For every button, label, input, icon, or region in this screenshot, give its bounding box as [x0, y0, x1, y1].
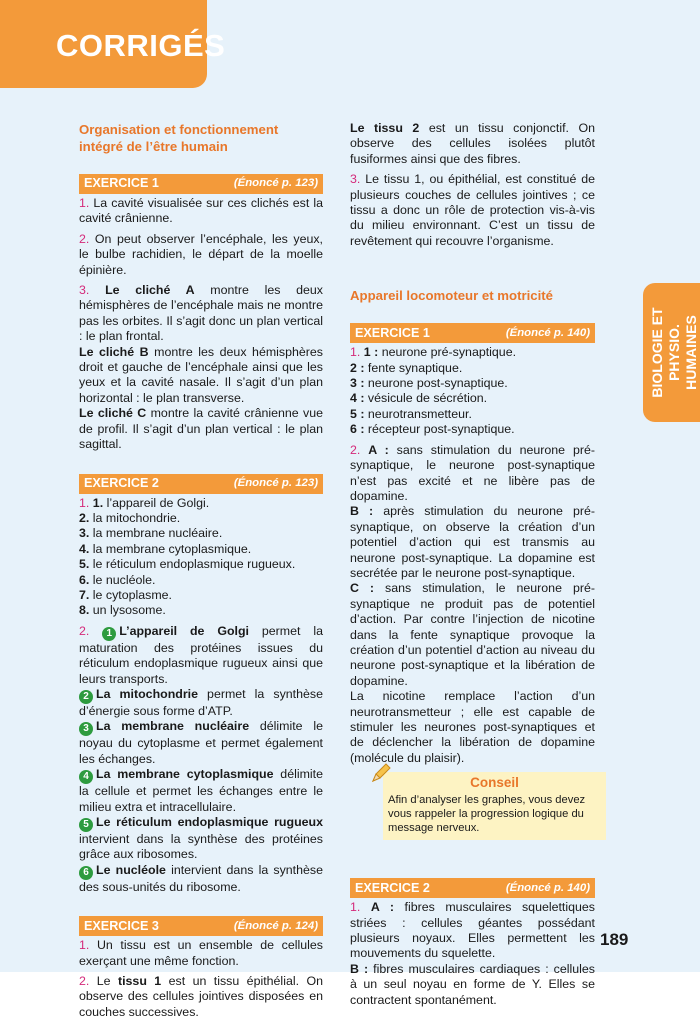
list-item: 6 : récepteur post-synaptique.: [350, 422, 515, 437]
exercise-ref: (Énoncé p. 140): [505, 881, 590, 894]
pencil-icon: [370, 762, 392, 784]
exercise-ref: (Énoncé p. 140): [505, 326, 590, 339]
list-item: 5. le réticulum endoplasmique rugueux.: [79, 557, 296, 572]
tip-box: [383, 772, 606, 840]
answer-2: 2. Le tissu 1 est un tissu épithélial. On observe des cellules jointives disposées en couches successives.: [79, 974, 323, 1019]
number-badge: 1: [102, 627, 116, 641]
list-item: 2. 1 L’appareil de Golgi permet la maturation des protéines issues du réticulum endoplasmique rugueux ainsi que leurs transports.: [79, 623, 323, 686]
exercise-name: EXERCICE 2: [84, 475, 159, 490]
list-item: 2. la mitochondrie.: [79, 510, 181, 525]
exercise-name: EXERCICE 2: [355, 880, 430, 895]
answer-2c: C : sans stimulation, le neurone pré-synaptique ne produit pas de potentiel d’action. Par contre l’injection de nicotine dans la fente synaptique provoque la création d’un potentiel d’action au niveau du neurone post-synaptique et la libération de dopamine.: [350, 581, 595, 688]
section-title-organisation: Organisation et fonctionnement intégré de l’être humain: [79, 122, 279, 154]
list-item: 3 : neurone post-synaptique.: [350, 376, 508, 391]
number-badge: 5: [79, 818, 93, 832]
answer-2b: B : après stimulation du neurone pré-synaptique, on observe la création d’un potentiel d’action qui est transmis au neurone post-synaptique. La dopamine est secrétée par le neurone post-synaptique.: [350, 504, 595, 580]
number-badge: 3: [79, 722, 93, 736]
answer-1b: B : fibres musculaires cardiaques : cellules à un seul noyau en forme de Y. Elles se contractent spontanément.: [350, 961, 595, 1007]
answer-2a: 2. A : sans stimulation du neurone pré-synaptique, le neurone post-synaptique n’est pas excité et ne libère pas de dopamine.: [350, 442, 595, 503]
exercise-ref: (Énoncé p. 123): [233, 476, 318, 489]
number-badge: 6: [79, 866, 93, 880]
header-banner: [0, 0, 226, 88]
right-column: [350, 121, 595, 1008]
side-tab: [643, 283, 700, 422]
organelle-list: [79, 496, 323, 619]
page-title: CORRIGÉS: [56, 28, 226, 63]
exercise-name: EXERCICE 3: [84, 918, 159, 933]
side-tab-label: [649, 287, 699, 418]
answer-2: 2. On peut observer l’encéphale, les yeux, le bulbe rachidien, le départ de la moelle épinière.: [79, 231, 323, 277]
list-item: 4 : vésicule de sécrétion.: [350, 391, 488, 406]
list-item: 1. 1. l’appareil de Golgi.: [79, 495, 210, 510]
side-tab-line1: BIOLOGIE ET: [648, 307, 665, 398]
answer-3a: 3. Le cliché A montre les deux hémisphères de l’encéphale mais ne montre pas les orbites. Il s’agit donc un plan vertical : le plan frontal.: [79, 283, 323, 344]
number-badge: 4: [79, 770, 93, 784]
answer-conclusion: La nicotine remplace l’action d’un neurotransmetteur ; elle est capable de stimuler les neurones post-synaptiques et de déclencher la libération de dopamine (molécule du plaisir).: [350, 689, 595, 765]
exercise-ref: (Énoncé p. 124): [233, 919, 318, 932]
exercise-header-1: [350, 323, 595, 343]
tip-title: Conseil: [470, 775, 519, 791]
list-item: 3 La membrane nucléaire délimite le noyau du cytoplasme et permet également les échanges.: [79, 719, 323, 766]
number-badge: 2: [79, 690, 93, 704]
synapse-list: [350, 345, 595, 437]
list-item: 8. un lysosome.: [79, 603, 166, 618]
exercise-ref: (Énoncé p. 123): [233, 177, 318, 190]
exercise-header-2: [79, 474, 323, 494]
answer-1: 1. Un tissu est un ensemble de cellules exerçant une même fonction.: [79, 938, 323, 968]
list-item: 4 La membrane cytoplasmique délimite la cellule et permet les échanges entre le milieu extra et intracellulaire.: [79, 767, 323, 814]
left-column: [79, 121, 323, 1020]
list-item: 6 Le nucléole intervient dans la synthèse des sous-unités du ribosome.: [79, 862, 323, 894]
list-item: 4. la membrane cytoplasmique.: [79, 541, 252, 556]
list-item: 3. la membrane nucléaire.: [79, 526, 223, 541]
answer-1: 1. La cavité visualisée sur ces clichés est la cavité crânienne.: [79, 196, 323, 226]
exercise-header-1: [79, 174, 323, 194]
list-item: 1. 1 : neurone pré-synaptique.: [350, 345, 517, 360]
exercise-header-2: [350, 878, 595, 898]
answer-3: 3. Le tissu 1, ou épithélial, est constitué de plusieurs couches de cellules jointives ; ce tissu a donc un rôle de protection vis-à-vis du milieu environnant. C’est un tissu de revêtement qui recouvre l’organisme.: [350, 172, 595, 248]
exercise-header-3: [79, 916, 323, 936]
side-tab-line2: PHYSIO. HUMAINES: [665, 315, 699, 390]
organelle-roles: [79, 624, 323, 895]
list-item: 5 Le réticulum endoplasmique rugueux intervient dans la synthèse des protéines grâce aux ribosomes.: [79, 815, 323, 862]
list-item: 2 La mitochondrie permet la synthèse d’énergie sous forme d’ATP.: [79, 686, 323, 718]
answer-3b: Le cliché B montre les deux hémisphères droit et gauche de l’encéphale ainsi que les yeux et la cavité nasale. Il s’agit d’un plan horizontal : le plan transverse.: [79, 344, 323, 405]
exercise-name: EXERCICE 1: [355, 325, 430, 340]
answer-2-continued: Le tissu 2 est un tissu conjonctif. On observe des cellules isolées plutôt fusiformes ainsi que des fibres.: [350, 121, 595, 166]
answer-1a: 1. A : fibres musculaires squelettiques striées : cellules géantes possédant plusieurs noyaux. Elles permettent les mouvements du squelette.: [350, 900, 595, 961]
list-item: 6. le nucléole.: [79, 572, 156, 587]
tip-text: Afin d’analyser les graphes, vous devez vous rappeler la progression logique du message nerveux.: [388, 794, 586, 835]
exercise-name: EXERCICE 1: [84, 176, 159, 191]
answer-3c: Le cliché C montre la cavité crânienne vue de profil. Il s’agit d’un plan vertical : le plan sagittal.: [79, 406, 324, 452]
section-title-locomoteur: Appareil locomoteur et motricité: [350, 288, 553, 304]
list-item: 5 : neurotransmetteur.: [350, 406, 472, 421]
list-item: 7. le cytoplasme.: [79, 587, 172, 602]
list-item: 2 : fente synaptique.: [350, 360, 463, 375]
page-number: 189: [600, 930, 629, 949]
